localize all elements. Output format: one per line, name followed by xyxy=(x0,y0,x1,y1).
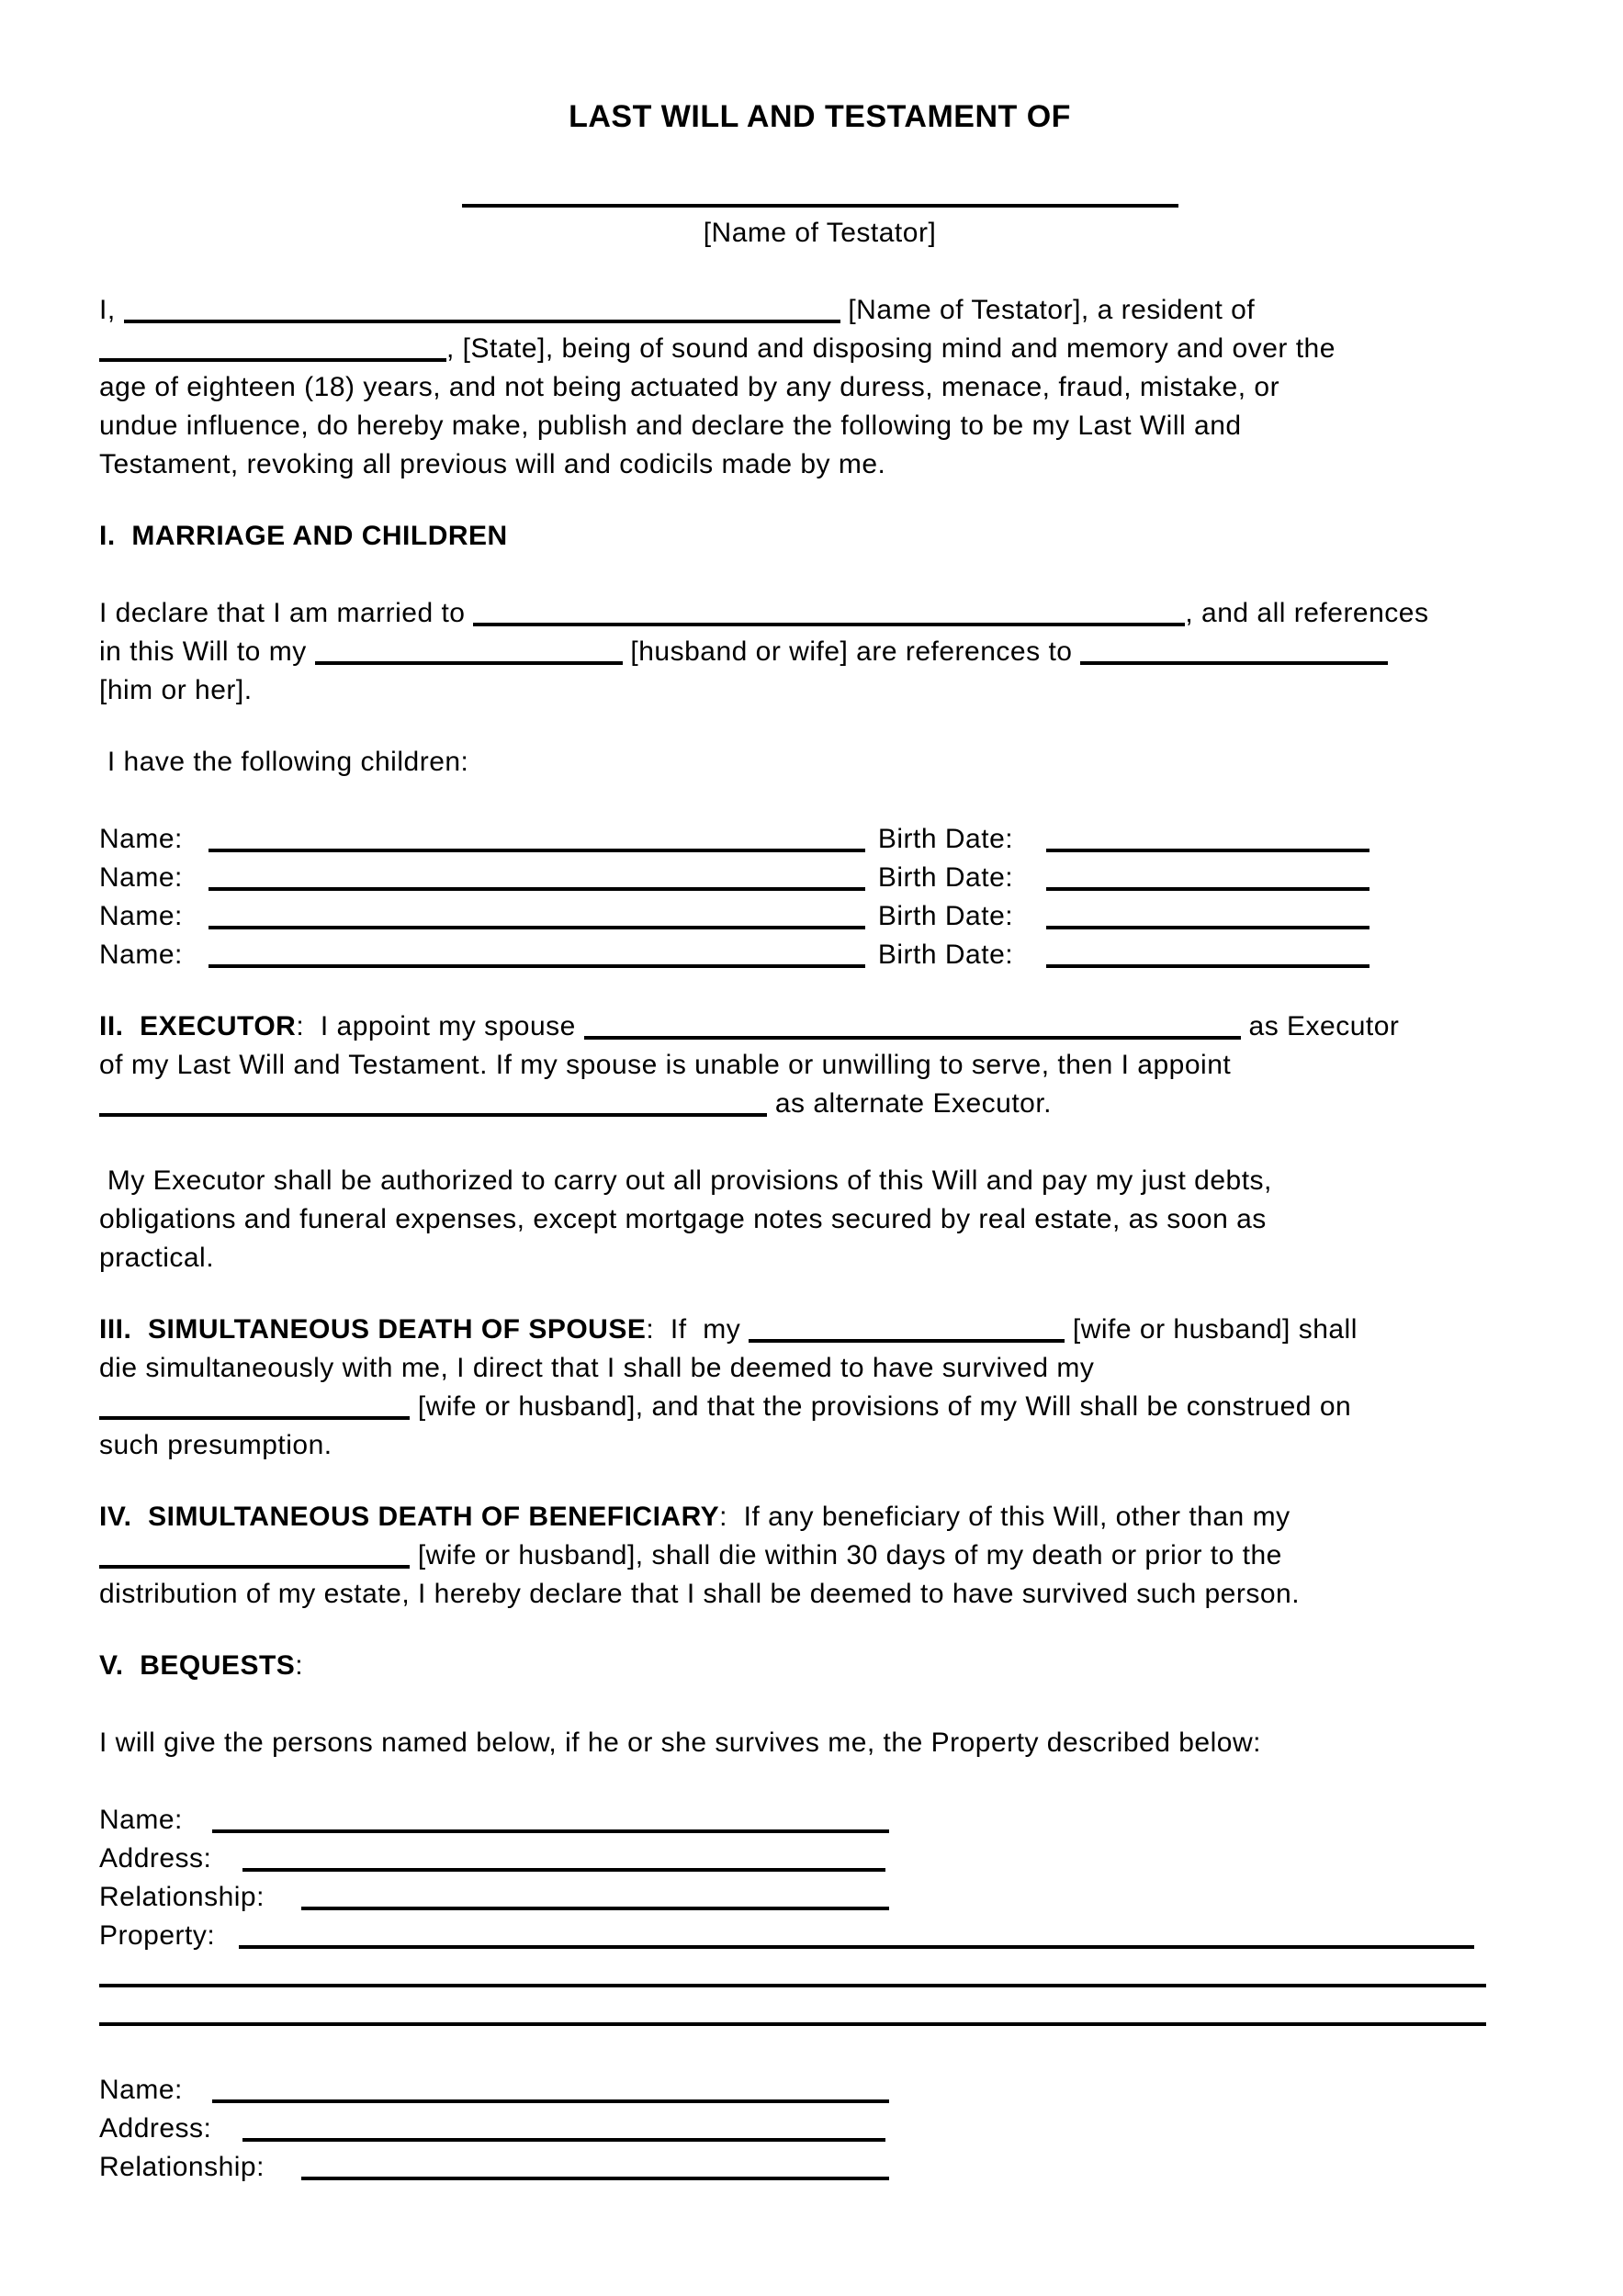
executor-text: as alternate Executor. xyxy=(767,1088,1053,1119)
spouse-name-blank[interactable] xyxy=(473,601,1185,626)
children-list xyxy=(99,820,1540,974)
executor-text: as Executor xyxy=(1240,1011,1400,1041)
section-heading-spouse-death: III. SIMULTANEOUS DEATH OF SPOUSE xyxy=(99,1314,647,1345)
bequest-1-address-blank[interactable] xyxy=(242,1846,885,1872)
spouse-death-text: [wife or husband] shall xyxy=(1065,1314,1358,1345)
child-row xyxy=(99,820,1540,859)
marriage-text: [him or her]. xyxy=(99,675,253,705)
child-4-name-blank[interactable] xyxy=(209,942,865,968)
opening-text: , [State], being of sound and disposing mind and memory and over the xyxy=(446,333,1336,364)
testator-signature-line xyxy=(99,175,1540,214)
opening-text: I, xyxy=(99,295,124,325)
section-heading-beneficiary-death: IV. SIMULTANEOUS DEATH OF BENEFICIARY xyxy=(99,1502,720,1532)
bequest-address-label: Address: xyxy=(99,2113,212,2144)
bequest-relationship-label: Relationship: xyxy=(99,1882,265,1912)
bequest-entry-1 xyxy=(99,1801,1540,2032)
section-heading-marriage: I. MARRIAGE AND CHILDREN xyxy=(99,521,508,551)
spouse-title-blank[interactable] xyxy=(315,639,623,665)
marriage-text: [husband or wife] are references to xyxy=(622,636,1081,667)
marriage-text: , and all references xyxy=(1185,598,1429,628)
executor-text: : I appoint my spouse xyxy=(296,1011,584,1041)
bequest-entry-2 xyxy=(99,2071,1540,2187)
bequest-1-name-blank[interactable] xyxy=(212,1807,889,1833)
spouse-reference-blank[interactable] xyxy=(1080,639,1388,665)
bequest-1-property-blank[interactable] xyxy=(239,1923,1474,1949)
section-heading-bequests: V. BEQUESTS: xyxy=(99,1650,304,1681)
beneficiary-death-text: distribution of my estate, I hereby declare that I shall be deemed to have survived such person. xyxy=(99,1579,1301,1609)
spouse-death-text: [wife or husband], and that the provisions of my Will shall be construed on xyxy=(410,1391,1352,1422)
beneficiary-death-spouse-blank[interactable] xyxy=(99,1543,410,1569)
child-name-label: Name: xyxy=(99,824,183,854)
child-2-birthdate-blank[interactable] xyxy=(1046,865,1369,891)
child-3-birthdate-blank[interactable] xyxy=(1046,904,1369,929)
child-name-label: Name: xyxy=(99,940,183,970)
child-2-name-blank[interactable] xyxy=(209,865,865,891)
executor-powers-text: practical. xyxy=(99,1243,215,1273)
executor-paragraph xyxy=(99,1007,1540,1123)
child-row xyxy=(99,859,1540,897)
beneficiary-death-text: [wife or husband], shall die within 30 days of my death or prior to the xyxy=(410,1540,1282,1570)
bequest-relationship-label: Relationship: xyxy=(99,2152,265,2182)
bequests-intro: I will give the persons named below, if he or she survives me, the Property described below: xyxy=(99,1728,1261,1758)
executor-text: of my Last Will and Testament. If my spouse is unable or unwilling to serve, then I appoint xyxy=(99,1050,1232,1080)
executor-powers-text: My Executor shall be authorized to carry out all provisions of this Will and pay my just debts, xyxy=(99,1165,1272,1196)
testator-name-inline-blank[interactable] xyxy=(124,298,840,323)
bequest-2-relationship-blank[interactable] xyxy=(301,2155,889,2180)
executor-powers-text: obligations and funeral expenses, except mortgage notes secured by real estate, as soon as xyxy=(99,1204,1267,1234)
bequest-1-relationship-blank[interactable] xyxy=(301,1885,889,1910)
executor-spouse-name-blank[interactable] xyxy=(584,1014,1241,1040)
opening-text: [Name of Testator], a resident of xyxy=(840,295,1256,325)
executor-powers-paragraph xyxy=(99,1162,1540,1277)
child-name-label: Name: xyxy=(99,901,183,931)
section-heading-executor: II. EXECUTOR xyxy=(99,1011,297,1041)
bequest-1-property-continuation-blank[interactable] xyxy=(99,2000,1486,2026)
testator-name-blank[interactable] xyxy=(462,182,1178,208)
beneficiary-death-text: : If any beneficiary of this Will, other than my xyxy=(719,1502,1291,1532)
spouse-death-text: such presumption. xyxy=(99,1430,332,1460)
alternate-executor-name-blank[interactable] xyxy=(99,1091,767,1117)
bequest-name-label: Name: xyxy=(99,2075,183,2105)
spouse-death-text: die simultaneously with me, I direct that I shall be deemed to have survived my xyxy=(99,1353,1095,1383)
child-birthdate-label: Birth Date: xyxy=(877,862,1014,893)
opening-text: undue influence, do hereby make, publish and declare the following to be my Last Will and xyxy=(99,411,1242,441)
children-intro: I have the following children: xyxy=(99,747,469,777)
child-row xyxy=(99,936,1540,974)
marriage-text: in this Will to my xyxy=(99,636,315,667)
simultaneous-death-spouse-paragraph xyxy=(99,1311,1540,1465)
opening-paragraph xyxy=(99,291,1540,484)
child-1-birthdate-blank[interactable] xyxy=(1046,827,1369,852)
testator-caption-line xyxy=(99,214,1540,253)
child-birthdate-label: Birth Date: xyxy=(877,824,1014,854)
opening-text: age of eighteen (18) years, and not being actuated by any duress, menace, fraud, mistake, or xyxy=(99,372,1280,402)
simultaneous-death-beneficiary-paragraph xyxy=(99,1498,1540,1614)
child-name-label: Name: xyxy=(99,862,183,893)
marriage-paragraph xyxy=(99,594,1540,710)
bequest-address-label: Address: xyxy=(99,1843,212,1874)
opening-text: Testament, revoking all previous will and codicils made by me. xyxy=(99,449,886,479)
bequest-1-property-continuation-blank[interactable] xyxy=(99,1962,1486,1987)
child-4-birthdate-blank[interactable] xyxy=(1046,942,1369,968)
spouse-death-survivor-blank[interactable] xyxy=(99,1394,410,1420)
document-title: LAST WILL AND TESTAMENT OF xyxy=(569,99,1071,134)
bequest-name-label: Name: xyxy=(99,1805,183,1835)
bequest-2-name-blank[interactable] xyxy=(212,2077,889,2103)
spouse-death-title-blank[interactable] xyxy=(749,1317,1065,1343)
bequest-2-address-blank[interactable] xyxy=(242,2116,885,2142)
child-3-name-blank[interactable] xyxy=(209,904,865,929)
state-blank[interactable] xyxy=(99,336,446,362)
child-1-name-blank[interactable] xyxy=(209,827,865,852)
marriage-text: I declare that I am married to xyxy=(99,598,474,628)
child-birthdate-label: Birth Date: xyxy=(877,940,1014,970)
testator-caption: [Name of Testator] xyxy=(703,218,937,248)
child-birthdate-label: Birth Date: xyxy=(877,901,1014,931)
spouse-death-text: : If my xyxy=(646,1314,750,1345)
bequest-property-label: Property: xyxy=(99,1920,216,1951)
child-row xyxy=(99,897,1540,936)
